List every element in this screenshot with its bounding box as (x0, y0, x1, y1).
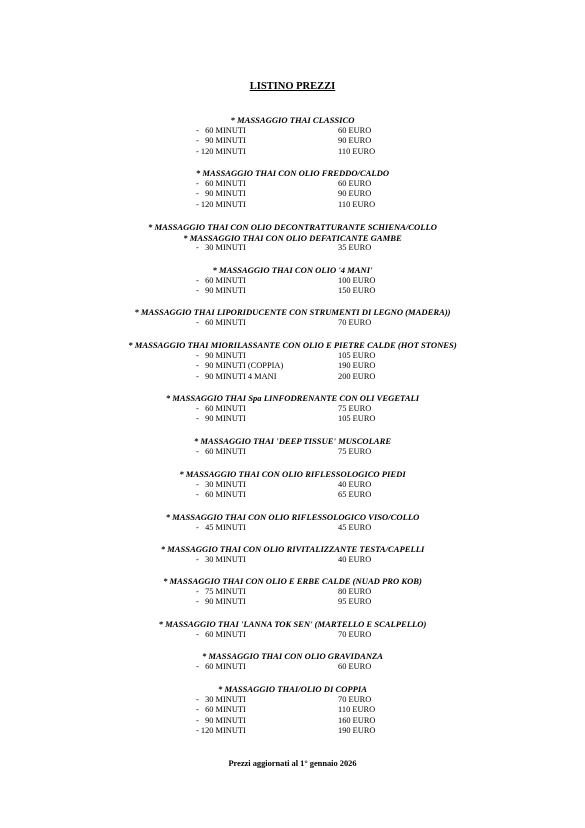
price-label: 40 EURO (338, 479, 372, 489)
price-label: 60 EURO (338, 125, 372, 135)
duration-label: - 90 MINUTI (196, 715, 246, 725)
price-label: 45 EURO (338, 522, 372, 532)
price-label: 75 EURO (338, 403, 372, 413)
section-title: * MASSAGGIO THAI 'LANNA TOK SEN' (MARTELLO E SCALPELLO) (158, 619, 427, 629)
price-label: 90 EURO (338, 189, 372, 199)
price-row (0, 351, 585, 362)
duration-label: - 30 MINUTI (196, 479, 246, 489)
duration-label: - 30 MINUTI (196, 554, 246, 564)
duration-label: - 60 MINUTI (196, 275, 246, 285)
duration-label: - 90 MINUTI (196, 597, 246, 607)
duration-label: - 90 MINUTI (COPPIA) (196, 361, 284, 371)
price-label: 40 EURO (338, 554, 372, 564)
price-label: 70 EURO (338, 694, 372, 704)
price-row (0, 662, 585, 673)
price-row (0, 276, 585, 287)
price-row (0, 243, 585, 254)
price-label: 35 EURO (338, 243, 372, 253)
price-row (0, 404, 585, 415)
section-title: * MASSAGGIO THAI CON OLIO E ERBE CALDE (NUAD PRO KOB) (163, 576, 422, 586)
duration-label: - 60 MINUTI (196, 629, 246, 639)
price-row (0, 414, 585, 425)
price-row (0, 716, 585, 727)
footer-note: Prezzi aggiornati al 1° gennaio 2026 (228, 759, 357, 768)
price-label: 105 EURO (338, 350, 376, 360)
price-section (0, 544, 585, 565)
duration-label: - 90 MINUTI 4 MANI (196, 371, 277, 381)
price-label: 100 EURO (338, 275, 376, 285)
duration-label: - 90 MINUTI (196, 350, 246, 360)
price-row (0, 490, 585, 501)
price-label: 105 EURO (338, 414, 376, 424)
price-row (0, 705, 585, 716)
price-section (0, 512, 585, 533)
duration-label: - 60 MINUTI (196, 490, 246, 500)
price-row (0, 136, 585, 147)
price-label: 70 EURO (338, 629, 372, 639)
price-section (0, 393, 585, 425)
price-row (0, 447, 585, 458)
page-title: LISTINO PREZZI (249, 81, 336, 92)
duration-label: - 90 MINUTI (196, 286, 246, 296)
price-section (0, 168, 585, 210)
price-row (0, 597, 585, 608)
duration-label: - 60 MINUTI (196, 403, 246, 413)
duration-label: - 30 MINUTI (196, 694, 246, 704)
price-section (0, 576, 585, 608)
section-title: * MASSAGGIO THAI CON OLIO DEFATICANTE GAMBE (183, 232, 402, 243)
price-label: 110 EURO (338, 199, 376, 209)
price-row (0, 361, 585, 372)
price-label: 60 EURO (338, 661, 372, 671)
price-label: 150 EURO (338, 286, 376, 296)
duration-label: - 90 MINUTI (196, 414, 246, 424)
price-row (0, 480, 585, 491)
duration-label: - 60 MINUTI (196, 317, 246, 327)
price-row (0, 318, 585, 329)
price-row (0, 372, 585, 383)
section-title: * MASSAGGIO THAI CON OLIO FREDDO/CALDO (195, 168, 390, 178)
price-section (0, 651, 585, 672)
price-label: 95 EURO (338, 597, 372, 607)
duration-label: - 75 MINUTI (196, 586, 246, 596)
price-row (0, 726, 585, 737)
price-label: 190 EURO (338, 361, 376, 371)
price-label: 70 EURO (338, 317, 372, 327)
price-section (0, 115, 585, 157)
price-section (0, 222, 585, 254)
price-row (0, 523, 585, 534)
price-label: 75 EURO (338, 446, 372, 456)
duration-label: - 60 MINUTI (196, 446, 246, 456)
price-row (0, 695, 585, 706)
price-row (0, 147, 585, 158)
price-row (0, 189, 585, 200)
price-section (0, 307, 585, 328)
price-section (0, 340, 585, 382)
duration-label: - 120 MINUTI (196, 726, 246, 736)
price-label: 90 EURO (338, 136, 372, 146)
duration-label: - 60 MINUTI (196, 125, 246, 135)
section-title: * MASSAGGIO THAI 'DEEP TISSUE' MUSCOLARE (193, 436, 392, 446)
price-label: 190 EURO (338, 726, 376, 736)
duration-label: - 90 MINUTI (196, 189, 246, 199)
section-title: * MASSAGGIO THAI CON OLIO RIVITALIZZANTE TESTA/CAPELLI (160, 544, 425, 554)
section-title: * MASSAGGIO THAI CON OLIO '4 MANI' (212, 265, 373, 275)
price-label: 65 EURO (338, 490, 372, 500)
section-title: * MASSAGGIO THAI Spa LINFODRENANTE CON OLI VEGETALI (165, 393, 420, 403)
section-title: * MASSAGGIO THAI CLASSICO (230, 115, 355, 125)
price-row (0, 126, 585, 137)
section-title: * MASSAGGIO THAI CON OLIO RIFLESSOLOGICO PIEDI (179, 469, 406, 479)
section-title: * MASSAGGIO THAI/OLIO DI COPPIA (218, 684, 367, 694)
price-row (0, 587, 585, 598)
price-label: 160 EURO (338, 715, 376, 725)
duration-label: - 120 MINUTI (196, 146, 246, 156)
price-row (0, 555, 585, 566)
price-label: 110 EURO (338, 705, 376, 715)
duration-label: - 45 MINUTI (196, 522, 246, 532)
price-label: 60 EURO (338, 178, 372, 188)
section-title: * MASSAGGIO THAI CON OLIO DECONTRATTURANTE SCHIENA/COLLO (148, 222, 437, 232)
price-section (0, 684, 585, 737)
price-label: 110 EURO (338, 146, 376, 156)
duration-label: - 60 MINUTI (196, 661, 246, 671)
price-label: 200 EURO (338, 371, 376, 381)
price-section (0, 265, 585, 297)
price-section (0, 619, 585, 640)
duration-label: - 120 MINUTI (196, 199, 246, 209)
price-section (0, 469, 585, 501)
section-title: * MASSAGGIO THAI MIORILASSANTE CON OLIO E PIETRE CALDE (HOT STONES) (128, 340, 457, 350)
price-section (0, 436, 585, 457)
section-title: * MASSAGGIO THAI CON OLIO RIFLESSOLOGICO VISO/COLLO (165, 512, 420, 522)
duration-label: - 30 MINUTI (196, 243, 246, 253)
duration-label: - 60 MINUTI (196, 705, 246, 715)
price-row (0, 200, 585, 211)
price-row (0, 630, 585, 641)
section-title: * MASSAGGIO THAI CON OLIO GRAVIDANZA (201, 651, 384, 661)
duration-label: - 60 MINUTI (196, 178, 246, 188)
price-label: 80 EURO (338, 586, 372, 596)
duration-label: - 90 MINUTI (196, 136, 246, 146)
section-title: * MASSAGGIO THAI LIPORIDUCENTE CON STRUMENTI DI LEGNO (MADERA)) (134, 307, 451, 317)
price-row (0, 286, 585, 297)
price-row (0, 179, 585, 190)
